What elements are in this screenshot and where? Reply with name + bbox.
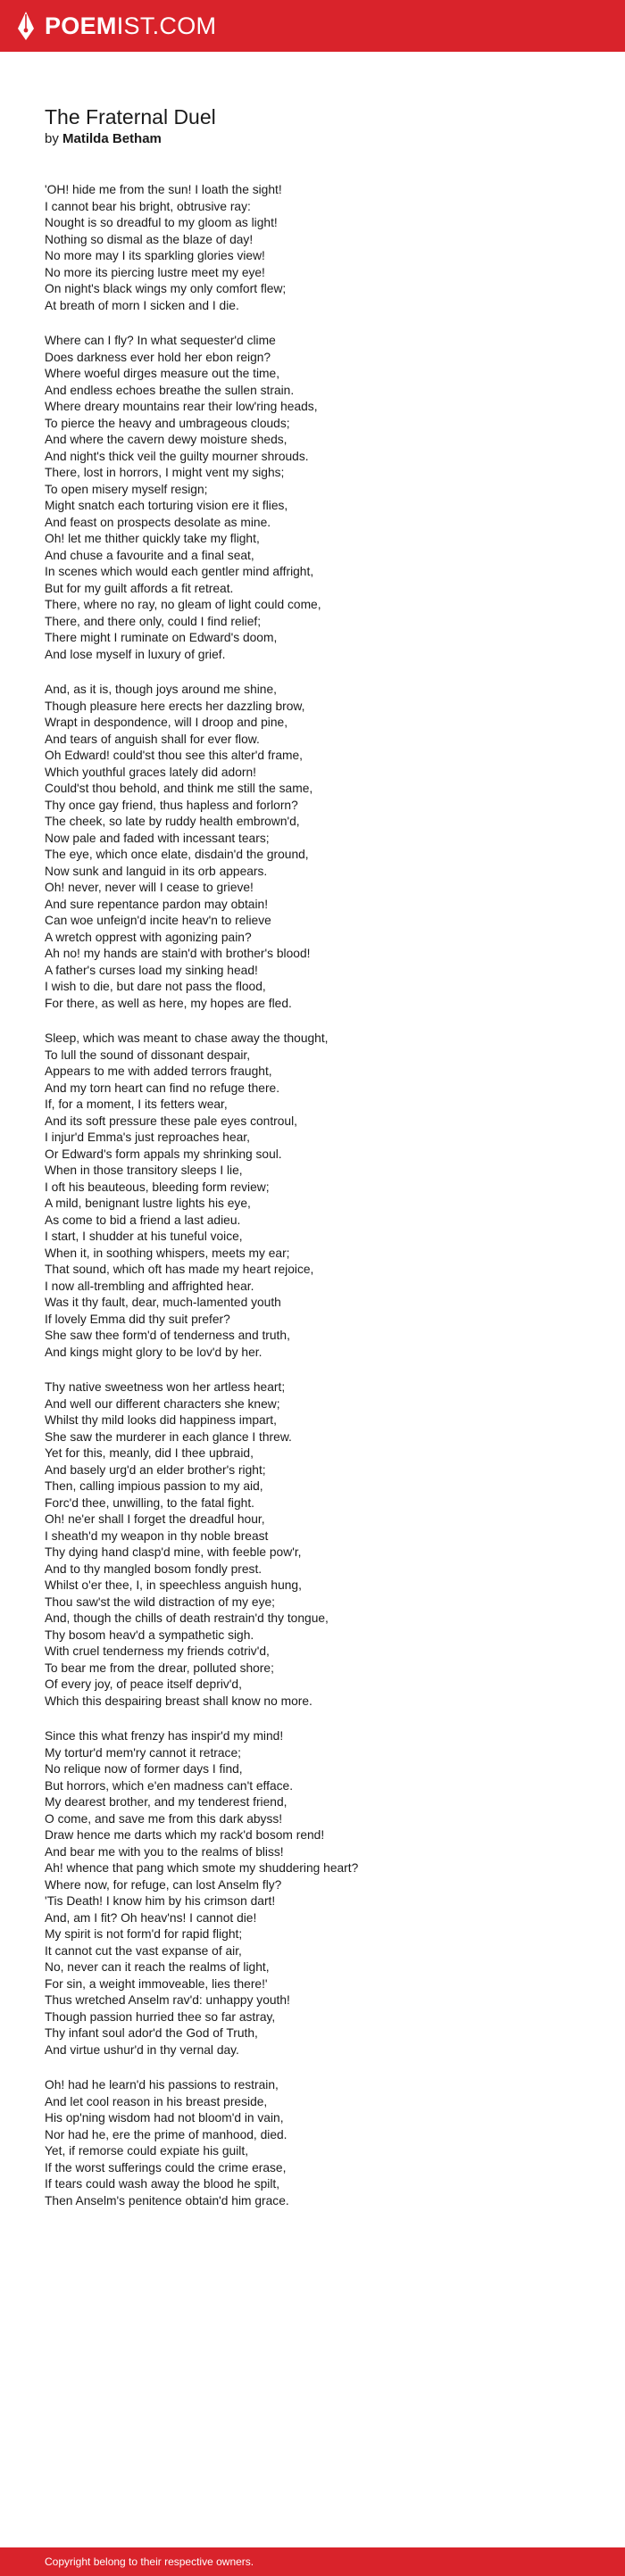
poem-line: And, though the chills of death restrain'd thy tongue,	[45, 1611, 329, 1625]
poem-line: No, never can it reach the realms of light,	[45, 1960, 270, 1974]
poem-line: If the worst sufferings could the crime erase,	[45, 2160, 287, 2174]
poem-line: And tears of anguish shall for ever flow.	[45, 732, 260, 746]
poem-line: There, and there only, could I find relief;	[45, 614, 262, 628]
poem-line: I sheath'd my weapon in thy noble breast	[45, 1528, 269, 1543]
poem-line: To open misery myself resign;	[45, 482, 208, 496]
site-logo[interactable]	[16, 11, 216, 41]
poem-line: There, lost in horrors, I might vent my sighs;	[45, 466, 285, 479]
poem-line: In scenes which would each gentler mind affright,	[45, 565, 314, 578]
poem-line: I now all-trembling and affrighted hear.	[45, 1279, 254, 1293]
poem-line: No more may I its sparkling glories view!	[45, 249, 265, 262]
poem-line: 'OH! hide me from the sun! I loath the sight!	[45, 183, 282, 196]
poem-line: As come to bid a friend a last adieu.	[45, 1213, 241, 1227]
stanza	[45, 182, 580, 314]
footer-copyright: Copyright belong to their respective owners.	[45, 2555, 254, 2568]
poem-line: Yet, if remorse could expiate his guilt,	[45, 2144, 249, 2158]
poem-line: Appears to me with added terrors fraught,	[45, 1064, 272, 1078]
poem-line: And sure repentance pardon may obtain!	[45, 897, 269, 911]
poem-line: His op'ning wisdom had not bloom'd in vain,	[45, 2111, 284, 2125]
stanza	[45, 1728, 580, 2058]
poem-line: Does darkness ever hold her ebon reign?	[45, 350, 271, 364]
poem-line: Oh! never, never will I cease to grieve!	[45, 881, 254, 894]
poem-line: She saw thee form'd of tenderness and truth,	[45, 1329, 290, 1342]
poem-line: Oh! ne'er shall I forget the dreadful hour,	[45, 1512, 265, 1526]
by-label: by	[45, 131, 59, 146]
poem-line: Or Edward's form appals my shrinking soul.	[45, 1147, 282, 1161]
poem-line: Could'st thou behold, and think me still the same,	[45, 782, 313, 795]
logo-light: IST.COM	[116, 12, 217, 39]
poem-line: Nothing so dismal as the blaze of day!	[45, 232, 254, 246]
poem-line: Oh! let me thither quickly take my flight,	[45, 532, 260, 545]
stanza	[45, 1379, 580, 1710]
poem-line: Whilst o'er thee, I, in speechless anguish hung,	[45, 1578, 302, 1592]
poem-line: If tears could wash away the blood he spilt,	[45, 2177, 280, 2191]
poem-line: No more its piercing lustre meet my eye!	[45, 265, 265, 279]
poem-line: Thy infant soul ador'd the God of Truth,	[45, 2026, 258, 2040]
poem-line: Thus wretched Anselm rav'd: unhappy youth!	[45, 1993, 290, 2007]
poem-line: Ah! whence that pang which smote my shuddering heart?	[45, 1861, 359, 1875]
poem-line: And, am I fit? Oh heav'ns! I cannot die!	[45, 1910, 257, 1925]
stanza	[45, 1031, 580, 1361]
poem-line: And well our different characters she knew;	[45, 1396, 280, 1411]
poem-line: A father's curses load my sinking head!	[45, 963, 258, 977]
poem-line: When it, in soothing whispers, meets my ear;	[45, 1246, 290, 1260]
poem-line: And chuse a favourite and a final seat,	[45, 548, 254, 562]
poem-line: But for my guilt affords a fit retreat.	[45, 581, 234, 595]
poem-line: Now sunk and languid in its orb appears.	[45, 864, 268, 878]
poem-line: My spirit is not form'd for rapid flight;	[45, 1927, 243, 1941]
poem-line: Nor had he, ere the prime of manhood, died.	[45, 2127, 288, 2141]
poem-line: And basely urg'd an elder brother's right;	[45, 1462, 266, 1477]
poem-line: Which this despairing breast shall know no more.	[45, 1694, 312, 1708]
poem-line: For sin, a weight immoveable, lies there!'	[45, 1976, 268, 1991]
poem-line: Thy native sweetness won her artless heart;	[45, 1380, 286, 1394]
poem-line: The cheek, so late by ruddy health embrown'd,	[45, 815, 300, 828]
poem-line: To bear me from the drear, polluted shore;	[45, 1661, 274, 1675]
poem-line: Though pleasure here erects her dazzling brow,	[45, 699, 305, 713]
poem-body	[45, 182, 580, 2209]
poem-line: Then Anselm's penitence obtain'd him grace.	[45, 2193, 289, 2207]
site-footer	[0, 2547, 625, 2576]
poem-line: If lovely Emma did thy suit prefer?	[45, 1312, 230, 1326]
poem-line: I wish to die, but dare not pass the flood,	[45, 980, 266, 993]
poem-line: O come, and save me from this dark abyss!	[45, 1811, 283, 1826]
poem-line: Thy bosom heav'd a sympathetic sigh.	[45, 1628, 254, 1642]
poem-line: And its soft pressure these pale eyes controul,	[45, 1114, 297, 1128]
poem-line: There might I ruminate on Edward's doom,	[45, 631, 278, 644]
poem-line: And lose myself in luxury of grief.	[45, 647, 226, 661]
poem-line: Now pale and faded with incessant tears;	[45, 831, 270, 845]
poem-line: And my torn heart can find no refuge there.	[45, 1081, 280, 1095]
poem-line: Though passion hurried thee so far astray,	[45, 2009, 276, 2024]
poem-line: Wrapt in despondence, will I droop and pine,	[45, 716, 288, 729]
poem-line: She saw the murderer in each glance I threw.	[45, 1429, 292, 1444]
poem-line: Ah no! my hands are stain'd with brother's blood!	[45, 947, 311, 960]
poem-line: On night's black wings my only comfort flew;	[45, 282, 287, 295]
poem-line: I injur'd Emma's just reproaches hear,	[45, 1131, 250, 1144]
fountain-pen-nib-icon	[16, 11, 36, 41]
poem-line: No relique now of former days I find,	[45, 1762, 243, 1776]
poem-content	[45, 104, 580, 2228]
poem-line: If, for a moment, I its fetters wear,	[45, 1097, 228, 1111]
poem-line: Thy dying hand clasp'd mine, with feeble pow'r,	[45, 1545, 302, 1559]
author-link[interactable]: Matilda Betham	[62, 131, 162, 146]
poem-line: A wretch opprest with agonizing pain?	[45, 930, 252, 944]
poem-line: That sound, which oft has made my heart rejoice,	[45, 1263, 314, 1276]
poem-line: Thy once gay friend, thus hapless and forlorn?	[45, 798, 298, 812]
poem-line: And virtue ushur'd in thy vernal day.	[45, 2042, 239, 2057]
poem-line: Where woeful dirges measure out the time,	[45, 367, 280, 380]
poem-line: And to thy mangled bosom fondly prest.	[45, 1561, 262, 1576]
poem-line: Was it thy fault, dear, much-lamented youth	[45, 1296, 281, 1309]
poem-line: And bear me with you to the realms of bliss!	[45, 1844, 284, 1859]
poem-line: I start, I shudder at his tuneful voice,	[45, 1230, 243, 1243]
poem-line: And feast on prospects desolate as mine.	[45, 515, 271, 529]
poem-line: Then, calling impious passion to my aid,	[45, 1479, 263, 1493]
poem-line: It cannot cut the vast expanse of air,	[45, 1943, 242, 1958]
poem-line: A mild, benignant lustre lights his eye,	[45, 1197, 251, 1210]
poem-line: But horrors, which e'en madness can't efface.	[45, 1778, 294, 1793]
poem-title: The Fraternal Duel	[45, 105, 216, 128]
poem-line: 'Tis Death! I know him by his crimson dart!	[45, 1894, 276, 1908]
poem-line: To lull the sound of dissonant despair,	[45, 1048, 251, 1062]
poem-line: I cannot bear his bright, obtrusive ray:	[45, 199, 251, 213]
poem-line: When in those transitory sleeps I lie,	[45, 1164, 243, 1177]
poem-line: I oft his beauteous, bleeding form review;	[45, 1180, 270, 1194]
poem-line: Whilst thy mild looks did happiness impart,	[45, 1413, 277, 1427]
poem-line: Sleep, which was meant to chase away the thought,	[45, 1031, 329, 1045]
stanza	[45, 682, 580, 1012]
site-header	[0, 0, 625, 52]
poem-line: Where now, for refuge, can lost Anselm fly?	[45, 1877, 282, 1892]
poem-line: Can woe unfeign'd incite heav'n to relieve	[45, 914, 271, 927]
poem-byline	[45, 130, 580, 148]
poem-line: And kings might glory to be lov'd by her.	[45, 1345, 262, 1359]
poem-line: And night's thick veil the guilty mourner shrouds.	[45, 449, 309, 463]
poem-line: Of every joy, of peace itself depriv'd,	[45, 1677, 242, 1691]
poem-line: And endless echoes breathe the sullen strain.	[45, 383, 295, 397]
poem-line: To pierce the heavy and umbrageous clouds;	[45, 416, 290, 430]
poem-line: Might snatch each torturing vision ere it flies,	[45, 499, 288, 512]
logo-bold: POEM	[45, 12, 117, 39]
poem-line: Which youthful graces lately did adorn!	[45, 765, 256, 779]
poem-line: Forc'd thee, unwilling, to the fatal fight.	[45, 1495, 255, 1510]
poem-line: Where dreary mountains rear their low'ring heads,	[45, 400, 318, 413]
stanza	[45, 333, 580, 663]
poem-line: Draw hence me darts which my rack'd bosom rend!	[45, 1828, 325, 1842]
poem-line: Oh Edward! could'st thou see this alter'd frame,	[45, 749, 304, 762]
poem-line: Nought is so dreadful to my gloom as light!	[45, 216, 278, 229]
poem-line: At breath of morn I sicken and I die.	[45, 298, 239, 312]
poem-line: Since this what frenzy has inspir'd my mind!	[45, 1729, 284, 1743]
poem-line: And let cool reason in his breast preside,	[45, 2094, 268, 2108]
poem-line: My dearest brother, and my tenderest friend,	[45, 1795, 288, 1809]
poem-line: There, where no ray, no gleam of light could come,	[45, 598, 321, 611]
poem-line: Oh! had he learn'd his passions to restrain,	[45, 2078, 279, 2091]
poem-line: And where the cavern dewy moisture sheds,	[45, 433, 288, 446]
poem-line: With cruel tenderness my friends cotriv'd,	[45, 1644, 270, 1658]
poem-line: My tortur'd mem'ry cannot it retrace;	[45, 1745, 241, 1760]
poem-line: Where can I fly? In what sequester'd clime	[45, 334, 276, 347]
poem-line: The eye, which once elate, disdain'd the ground,	[45, 848, 309, 861]
poem-line: Yet for this, meanly, did I thee upbraid,	[45, 1446, 254, 1460]
poem-line: And, as it is, though joys around me shine,	[45, 683, 277, 696]
stanza	[45, 2077, 580, 2209]
logo-text	[45, 11, 216, 41]
poem-line: For there, as well as here, my hopes are fled.	[45, 996, 292, 1010]
poem-line: Thou saw'st the wild distraction of my eye;	[45, 1594, 275, 1609]
